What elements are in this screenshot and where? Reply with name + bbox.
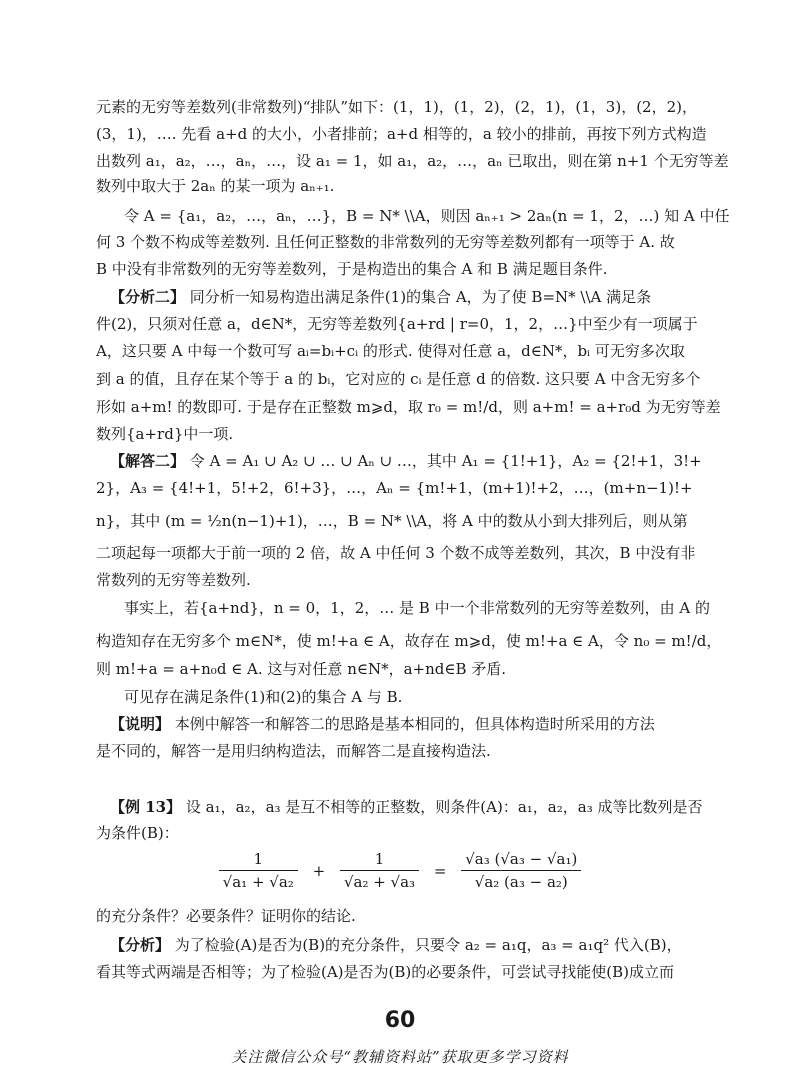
- text-line: 到 a 的值，且存在某个等于 a 的 bᵢ，它对应的 cᵢ 是任意 d 的倍数. 这只要 A 中含无穷多个: [96, 370, 701, 388]
- text-line: 元素的无穷等差数列(非常数列)“排队”如下：(1，1)，(1，2)，(2，1)，(1，3)，(2，2)，: [96, 98, 697, 116]
- display-formula: [0, 850, 800, 891]
- text-line: 令 A = {a₁，a₂，…，aₙ，…}，B = N* \\A，则因 aₙ₊₁ > 2aₙ(n = 1，2，…) 知 A 中任: [124, 207, 730, 225]
- section-line: 【分析】 为了检验(A)是否为(B)的充分条件，只要令 a₂ = a₁q，a₃ = a₁q² 代入(B)，: [110, 936, 682, 954]
- text-line: 则 m!+a = a+n₀d ∈ A. 这与对任意 n∈N*，a+nd∈B 矛盾.: [96, 660, 507, 678]
- fraction-numerator: √a₃ (√a₃ − √a₁): [461, 850, 581, 871]
- text-line: 是不同的，解答一是用归纳构造法，而解答二是直接构造法.: [96, 742, 491, 760]
- text-line: 可见存在满足条件(1)和(2)的集合 A 与 B.: [124, 688, 403, 706]
- fraction-denominator: √a₂ (a₃ − a₂): [474, 873, 568, 891]
- example-label: 【例 13】: [110, 798, 182, 816]
- page-number: 60: [384, 1008, 416, 1033]
- text-line: 事实上，若{a+nd}，n = 0，1，2，… 是 B 中一个非常数列的无穷等差数列，由 A 的: [124, 599, 710, 617]
- formula-fraction: [340, 850, 419, 891]
- fraction-numerator: 1: [340, 850, 419, 871]
- plus-sign: +: [312, 861, 326, 880]
- text-line: 常数列的无穷等差数列.: [96, 571, 251, 589]
- text-line: 数列{a+rd}中一项.: [96, 425, 234, 443]
- formula-fraction: [219, 850, 298, 891]
- section-line: 【例 13】 设 a₁，a₂，a₃ 是互不相等的正整数，则条件(A)：a₁，a₂，a₃ 成等比数列是否: [110, 798, 703, 816]
- text-line: A，这只要 A 中每一个数可写 aᵢ=bᵢ+cᵢ 的形式. 使得对任意 a，d∈N*，bᵢ 可无穷多次取: [96, 342, 685, 360]
- section-line: 【说明】 本例中解答一和解答二的思路是基本相同的，但具体构造时所采用的方法: [110, 715, 655, 733]
- text-line: 为条件(B)：: [96, 824, 179, 842]
- section-line: 【分析二】 同分析一知易构造出满足条件(1)的集合 A，为了使 B=N* \\A 满足条: [110, 288, 652, 306]
- text-line: 二项起每一项都大于前一项的 2 倍，故 A 中任何 3 个数不成等差数列，其次，B 中没有非: [96, 544, 696, 562]
- text-line: 出数列 a₁，a₂，…，aₙ，…，设 a₁ = 1，如 a₁，a₂，…，aₙ 已取出，则在第 n+1 个无穷等差: [96, 152, 729, 170]
- text-line: 的充分条件？必要条件？证明你的结论.: [96, 907, 356, 925]
- fraction-numerator: 1: [219, 850, 298, 871]
- text-line: B 中没有非常数列的无穷等差数列，于是构造出的集合 A 和 B 满足题目条件.: [96, 260, 608, 278]
- fraction-denominator: √a₁ + √a₂: [222, 873, 294, 891]
- section-label: 【说明】: [110, 715, 171, 733]
- text-line: 数列中取大于 2aₙ 的某一项为 aₙ₊₁.: [96, 177, 335, 195]
- text-line: 何 3 个数不构成等差数列. 且任何正整数的非常数列的无穷等差数列都有一项等于 A. 故: [96, 233, 675, 251]
- text-line: 2}，A₃ = {4!+1，5!+2，6!+3}，…，Aₙ = {m!+1，(m+1)!+2，…，(m+n−1)!+: [96, 479, 693, 497]
- section-label: 【解答二】: [110, 452, 186, 470]
- section-label: 【分析二】: [110, 288, 186, 306]
- section-label: 【分析】: [110, 936, 171, 954]
- text-line: 构造知存在无穷多个 m∈N*，使 m!+a ∈ A，故存在 m⩾d，使 m!+a ∈ A，令 n₀ = m!/d，: [96, 632, 722, 650]
- text-line: 看其等式两端是否相等；为了检验(A)是否为(B)的必要条件，可尝试寻找能使(B)成立而: [96, 963, 674, 981]
- formula-fraction: [461, 850, 581, 891]
- equals-sign: =: [433, 861, 447, 880]
- text-line: n}，其中 (m = ½n(n−1)+1)，…，B = N* \\A，将 A 中的数从小到大排列后，则从第: [96, 512, 688, 530]
- fraction-denominator: √a₂ + √a₃: [343, 873, 416, 891]
- text-line: 件(2)，只须对任意 a，d∈N*，无穷等差数列{a+rd | r=0，1，2，…}中至少有一项属于: [96, 315, 698, 333]
- footer-note: 关注微信公众号“教辅资料站”获取更多学习资料: [231, 1048, 569, 1066]
- section-line: 【解答二】 令 A = A₁ ∪ A₂ ∪ … ∪ Aₙ ∪ …，其中 A₁ = {1!+1}，A₂ = {2!+1，3!+: [110, 452, 702, 470]
- text-line: 形如 a+m! 的数即可. 于是存在正整数 m⩾d，取 r₀ = m!/d，则 a+m! = a+r₀d 为无穷等差: [96, 398, 721, 416]
- text-line: (3，1)，…. 先看 a+d 的大小，小者排前；a+d 相等的，a 较小的排前，再按下列方式构造: [96, 125, 707, 143]
